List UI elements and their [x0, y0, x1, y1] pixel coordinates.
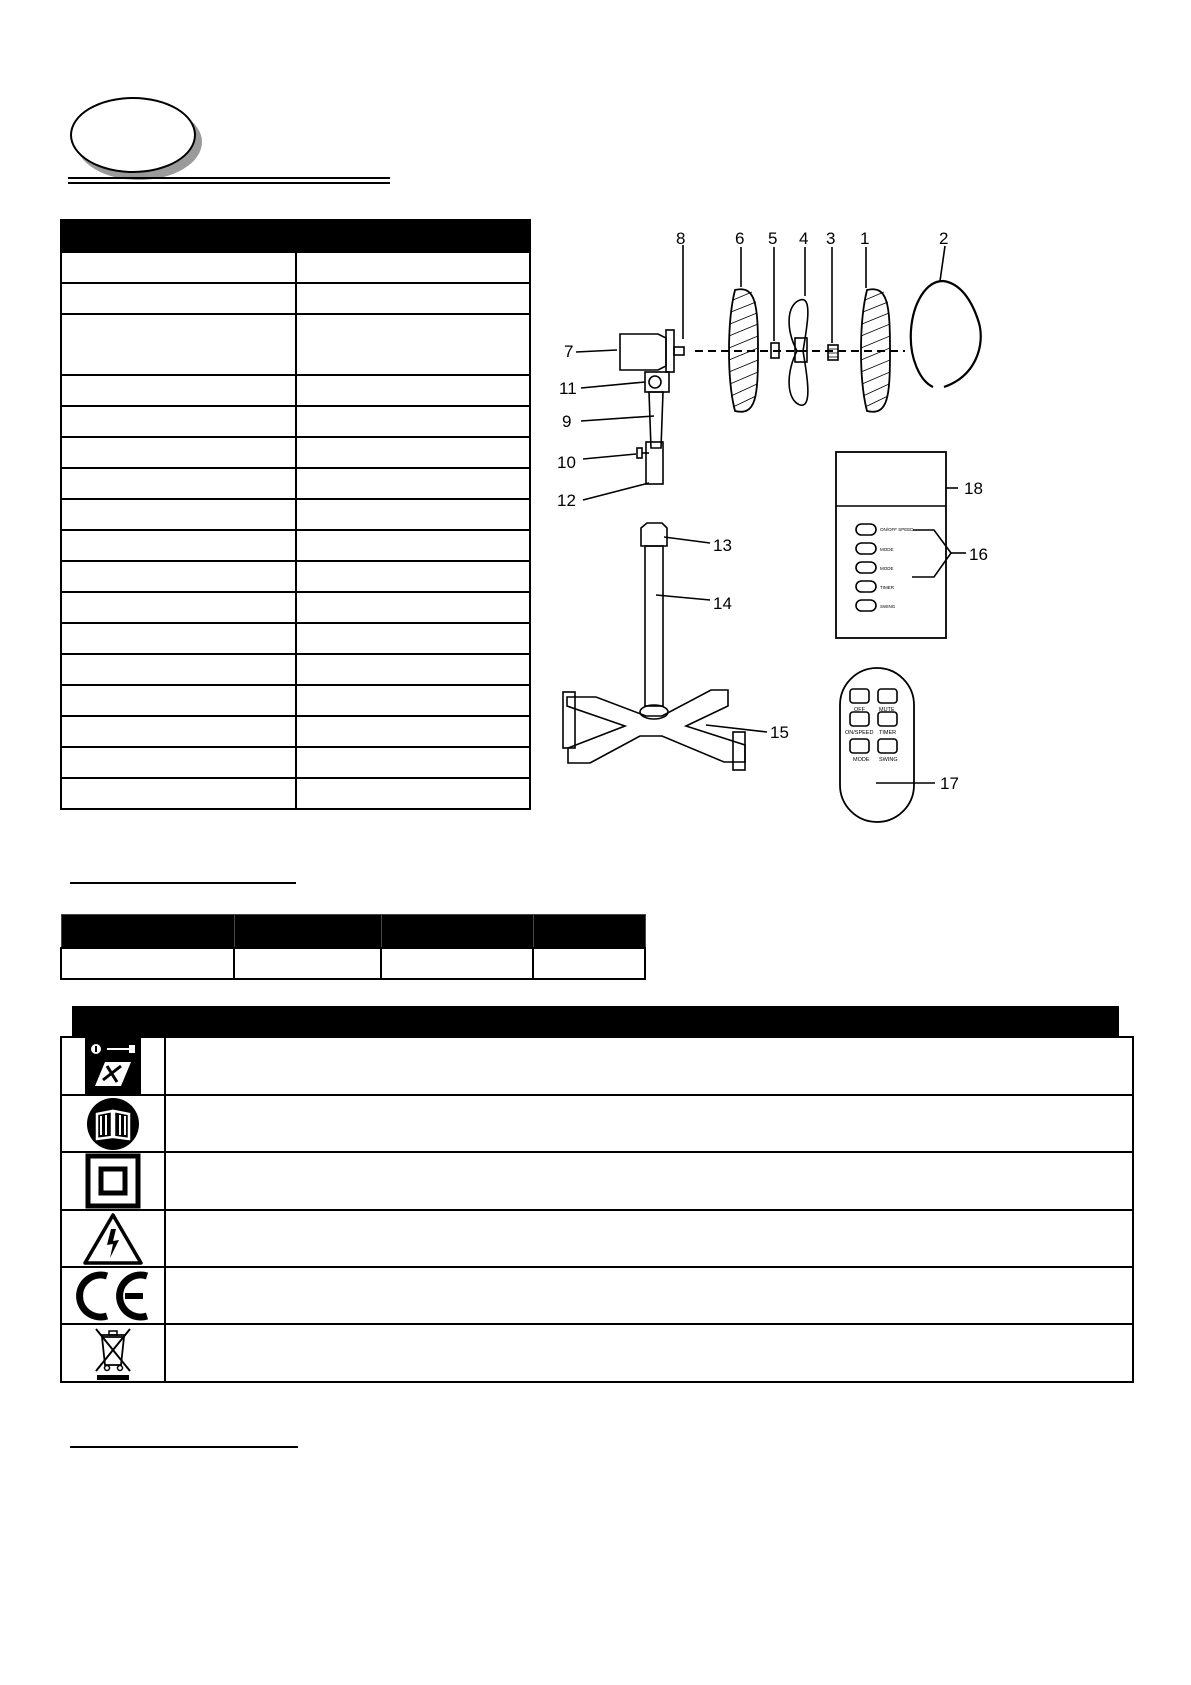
table-cell [61, 561, 296, 592]
table-cell [296, 778, 531, 809]
table-row [61, 1267, 1133, 1324]
table-cell [61, 468, 296, 499]
callout-13: 13 [713, 536, 732, 555]
remote-button-label: MODE [853, 757, 870, 763]
table-cell [61, 716, 296, 747]
symbol-description-cell [165, 1210, 1133, 1267]
remote-button [850, 712, 869, 726]
table-cell [296, 314, 531, 375]
table-row [61, 468, 530, 499]
table-row [61, 1210, 1133, 1267]
table-cell [61, 406, 296, 437]
callout-6: 6 [735, 229, 745, 248]
spec-header-cell [234, 915, 381, 949]
table-row [61, 499, 530, 530]
weee-bin-icon [91, 1325, 135, 1381]
unplug-before-service-icon [85, 1038, 141, 1094]
table-row [61, 685, 530, 716]
callout-15: 15 [770, 723, 789, 742]
panel-button-label: TIMER [880, 585, 894, 590]
table-cell [61, 252, 296, 283]
symbol-description-cell [165, 1037, 1133, 1095]
spec-header-cell [61, 915, 234, 949]
remote-button-label: MUTE [879, 707, 895, 713]
remote-control [840, 668, 914, 822]
callout-9: 9 [562, 412, 572, 431]
ce-mark-icon [73, 1269, 153, 1323]
motor-back-plate [666, 330, 674, 372]
guard-ring [911, 281, 981, 387]
callout-18: 18 [964, 479, 983, 498]
panel-button-label: SWING [880, 604, 896, 609]
table-row [61, 375, 530, 406]
remote-button [850, 689, 869, 703]
callout-7: 7 [564, 342, 574, 361]
callout-4: 4 [799, 229, 809, 248]
panel-button [856, 524, 876, 535]
callout-10: 10 [557, 453, 576, 472]
table-cell [296, 468, 531, 499]
section-heading-underline [70, 1446, 298, 1448]
remote-button-label: SWING [879, 757, 898, 763]
parts-list-table [60, 219, 531, 810]
table-cell [296, 530, 531, 561]
height-knob [637, 448, 642, 458]
panel-button-label: MODE [880, 547, 894, 552]
table-row [61, 252, 530, 283]
symbols-table-header [72, 1006, 1119, 1036]
remote-button [878, 712, 897, 726]
double-insulation-icon [85, 1153, 141, 1209]
symbol-icon-cell [61, 1037, 165, 1095]
table-cell [296, 437, 531, 468]
lower-pole [645, 546, 663, 706]
callout-17: 17 [940, 774, 959, 793]
parts-table-header-cell [61, 220, 530, 252]
table-cell [296, 252, 531, 283]
symbol-icon-cell [61, 1095, 165, 1152]
motor-housing [620, 334, 666, 370]
table-cell [296, 685, 531, 716]
symbol-description-cell [165, 1267, 1133, 1324]
exploded-parts-diagram [557, 222, 1040, 832]
remote-button [878, 739, 897, 753]
table-cell [296, 592, 531, 623]
panel-button [856, 562, 876, 573]
motor-shaft [674, 347, 684, 355]
table-row [61, 561, 530, 592]
table-row [61, 623, 530, 654]
panel-button-label: ON/OFF SPEED [880, 527, 914, 532]
table-cell [296, 499, 531, 530]
remote-button [878, 689, 897, 703]
table-cell [61, 375, 296, 406]
symbol-description-cell [165, 1324, 1133, 1382]
parts-table-header [61, 220, 530, 252]
control-panel [836, 452, 946, 638]
header-badge [70, 97, 196, 173]
table-row [61, 314, 530, 375]
table-cell [61, 623, 296, 654]
pole-lock [641, 523, 667, 546]
table-cell [61, 948, 234, 979]
callout-3: 3 [826, 229, 836, 248]
callout-11: 11 [559, 379, 577, 398]
table-row [61, 654, 530, 685]
symbol-icon-cell [61, 1152, 165, 1210]
table-cell [296, 375, 531, 406]
table-row [61, 1324, 1133, 1382]
table-cell [61, 747, 296, 778]
symbol-description-cell [165, 1095, 1133, 1152]
read-manual-icon [86, 1097, 140, 1151]
spec-header-cell [533, 915, 645, 949]
table-cell [381, 948, 533, 979]
table-cell [296, 623, 531, 654]
table-cell [296, 283, 531, 314]
table-row [61, 778, 530, 809]
table-row [61, 406, 530, 437]
table-cell [61, 283, 296, 314]
callout-1: 1 [860, 229, 870, 248]
callout-2: 2 [939, 229, 949, 248]
table-cell [61, 778, 296, 809]
table-cell [296, 561, 531, 592]
symbols-table [60, 1036, 1134, 1383]
blade-upper [789, 300, 808, 351]
table-row [61, 1037, 1133, 1095]
callout-14: 14 [713, 594, 732, 613]
remote-button-label: ON/SPEED [845, 730, 874, 736]
table-row [61, 948, 645, 979]
table-cell [61, 654, 296, 685]
table-cell [296, 716, 531, 747]
table-row [61, 530, 530, 561]
table-row [61, 592, 530, 623]
table-cell [296, 406, 531, 437]
table-cell [61, 685, 296, 716]
section-heading-underline [70, 882, 296, 884]
specification-table [60, 914, 646, 980]
remote-button [850, 739, 869, 753]
table-cell [61, 530, 296, 561]
remote-button-label: OFF [854, 707, 865, 713]
symbol-icon-cell [61, 1324, 165, 1382]
table-row [61, 1152, 1133, 1210]
table-cell [296, 747, 531, 778]
spinner [828, 345, 838, 360]
table-row [61, 747, 530, 778]
table-cell [61, 314, 296, 375]
table-cell [296, 654, 531, 685]
panel-button [856, 600, 876, 611]
callout-5: 5 [768, 229, 778, 248]
panel-button-label: MODE [880, 566, 894, 571]
symbol-icon-cell [61, 1267, 165, 1324]
callout-8: 8 [676, 229, 686, 248]
spec-header-cell [381, 915, 533, 949]
table-row [61, 437, 530, 468]
upper-pole [649, 392, 663, 448]
symbol-description-cell [165, 1152, 1133, 1210]
table-row [61, 1095, 1133, 1152]
panel-button [856, 581, 876, 592]
blade-lower [789, 351, 808, 405]
table-cell [61, 592, 296, 623]
table-cell [61, 437, 296, 468]
table-row [61, 716, 530, 747]
callout-12: 12 [557, 491, 576, 510]
callout-16: 16 [969, 545, 988, 564]
remote-button-label: TIMER [879, 730, 897, 736]
symbol-icon-cell [61, 1210, 165, 1267]
header-double-rule [68, 177, 390, 184]
base-hub [640, 705, 668, 719]
spec-table-header [61, 915, 645, 949]
panel-button [856, 543, 876, 554]
table-cell [234, 948, 381, 979]
table-row [61, 283, 530, 314]
electric-hazard-icon [82, 1212, 144, 1266]
table-cell [61, 499, 296, 530]
table-cell [533, 948, 645, 979]
